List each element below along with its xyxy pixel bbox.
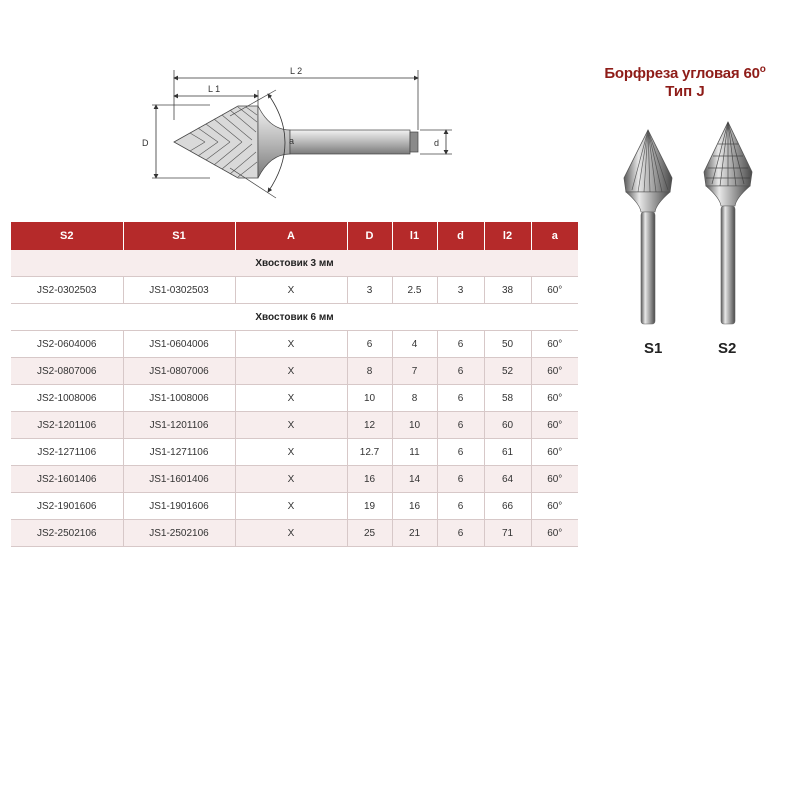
header-cell: d: [437, 222, 484, 250]
l1-label: L 1: [208, 84, 221, 94]
table-cell: 19: [347, 493, 392, 520]
table-cell: 6: [437, 358, 484, 385]
technical-drawing: [130, 60, 470, 210]
table-cell: 16: [392, 493, 437, 520]
table-cell: 25: [347, 520, 392, 547]
degree-mark: o: [759, 64, 766, 75]
table-cell: JS2-0604006: [11, 331, 123, 358]
table-row: [11, 520, 578, 547]
header-cell: S1: [123, 222, 235, 250]
table-cell: 60°: [531, 466, 578, 493]
table-cell: JS2-1601406: [11, 466, 123, 493]
table-cell: 6: [437, 331, 484, 358]
table-cell: JS2-2502106: [11, 520, 123, 547]
table-cell: JS1-1601406: [123, 466, 235, 493]
table-cell: 8: [347, 358, 392, 385]
table-cell: 14: [392, 466, 437, 493]
table-cell: 12: [347, 412, 392, 439]
photo-label-s1: S1: [644, 340, 663, 357]
table-cell: X: [235, 277, 347, 304]
table-cell: 8: [392, 385, 437, 412]
table-cell: 66: [484, 493, 531, 520]
table-cell: JS1-0302503: [123, 277, 235, 304]
table-cell: 61: [484, 439, 531, 466]
d-small-label: d: [434, 138, 440, 148]
group-title: Хвостовик 6 мм: [11, 304, 578, 331]
table-cell: X: [235, 412, 347, 439]
table-cell: JS1-1901606: [123, 493, 235, 520]
table-cell: X: [235, 331, 347, 358]
table-cell: JS1-1201106: [123, 412, 235, 439]
table-cell: 60°: [531, 520, 578, 547]
table-cell: 3: [347, 277, 392, 304]
table-row: [11, 331, 578, 358]
table-cell: 10: [392, 412, 437, 439]
table-cell: JS2-0807006: [11, 358, 123, 385]
table-cell: 58: [484, 385, 531, 412]
table-cell: 6: [437, 520, 484, 547]
table-cell: 60°: [531, 412, 578, 439]
table-cell: 7: [392, 358, 437, 385]
table-cell: 60°: [531, 439, 578, 466]
table-row: [11, 277, 578, 304]
table-row: [11, 385, 578, 412]
header-cell: S2: [11, 222, 123, 250]
l2-label: L 2: [290, 66, 303, 76]
product-photo: [610, 112, 780, 362]
table-cell: X: [235, 385, 347, 412]
burr-s2-image: [704, 122, 752, 324]
table-cell: JS2-0302503: [11, 277, 123, 304]
table-cell: 6: [347, 331, 392, 358]
table-cell: 60: [484, 412, 531, 439]
photo-label-s2: S2: [718, 340, 737, 357]
table-cell: X: [235, 466, 347, 493]
table-cell: X: [235, 439, 347, 466]
table-cell: 2.5: [392, 277, 437, 304]
table-cell: JS2-1201106: [11, 412, 123, 439]
table-header-row: [11, 222, 578, 250]
product-title: [590, 64, 780, 100]
table-cell: 50: [484, 331, 531, 358]
table-cell: JS1-1008006: [123, 385, 235, 412]
header-cell: l2: [484, 222, 531, 250]
table-cell: JS2-1008006: [11, 385, 123, 412]
table-cell: 52: [484, 358, 531, 385]
group-row: [11, 250, 578, 277]
table-cell: JS1-0604006: [123, 331, 235, 358]
table-cell: JS1-1271106: [123, 439, 235, 466]
spec-table: [11, 222, 578, 547]
table-cell: 60°: [531, 277, 578, 304]
title-line-1: Борфреза угловая 60$^o$: [604, 64, 766, 82]
header-cell: l1: [392, 222, 437, 250]
table-cell: 6: [437, 385, 484, 412]
table-cell: 6: [437, 439, 484, 466]
burr-s1-image: [624, 130, 672, 324]
table-cell: 60°: [531, 358, 578, 385]
header-cell: A: [235, 222, 347, 250]
d-large-label: D: [142, 138, 149, 148]
table-cell: 21: [392, 520, 437, 547]
table-cell: 3: [437, 277, 484, 304]
table-cell: 64: [484, 466, 531, 493]
table-cell: 4: [392, 331, 437, 358]
header-cell: a: [531, 222, 578, 250]
table-cell: 10: [347, 385, 392, 412]
table-cell: 11: [392, 439, 437, 466]
group-row: [11, 304, 578, 331]
table-cell: JS2-1271106: [11, 439, 123, 466]
table-cell: JS1-0807006: [123, 358, 235, 385]
table-cell: JS1-2502106: [123, 520, 235, 547]
table-cell: 60°: [531, 331, 578, 358]
table-cell: 71: [484, 520, 531, 547]
table-cell: 6: [437, 412, 484, 439]
title-line-2: Тип J: [665, 83, 705, 100]
table-row: [11, 493, 578, 520]
table-cell: 16: [347, 466, 392, 493]
table-cell: 60°: [531, 385, 578, 412]
table-cell: 12.7: [347, 439, 392, 466]
table-cell: JS2-1901606: [11, 493, 123, 520]
table-cell: 6: [437, 466, 484, 493]
table-cell: 6: [437, 493, 484, 520]
table-body: [11, 250, 578, 547]
table-cell: X: [235, 358, 347, 385]
table-row: [11, 439, 578, 466]
table-cell: 38: [484, 277, 531, 304]
table-cell: 60°: [531, 493, 578, 520]
table-row: [11, 358, 578, 385]
table-row: [11, 466, 578, 493]
header-cell: D: [347, 222, 392, 250]
table-cell: X: [235, 493, 347, 520]
angle-label: a: [289, 136, 295, 146]
group-title: Хвостовик 3 мм: [11, 250, 578, 277]
table-cell: X: [235, 520, 347, 547]
table-row: [11, 412, 578, 439]
